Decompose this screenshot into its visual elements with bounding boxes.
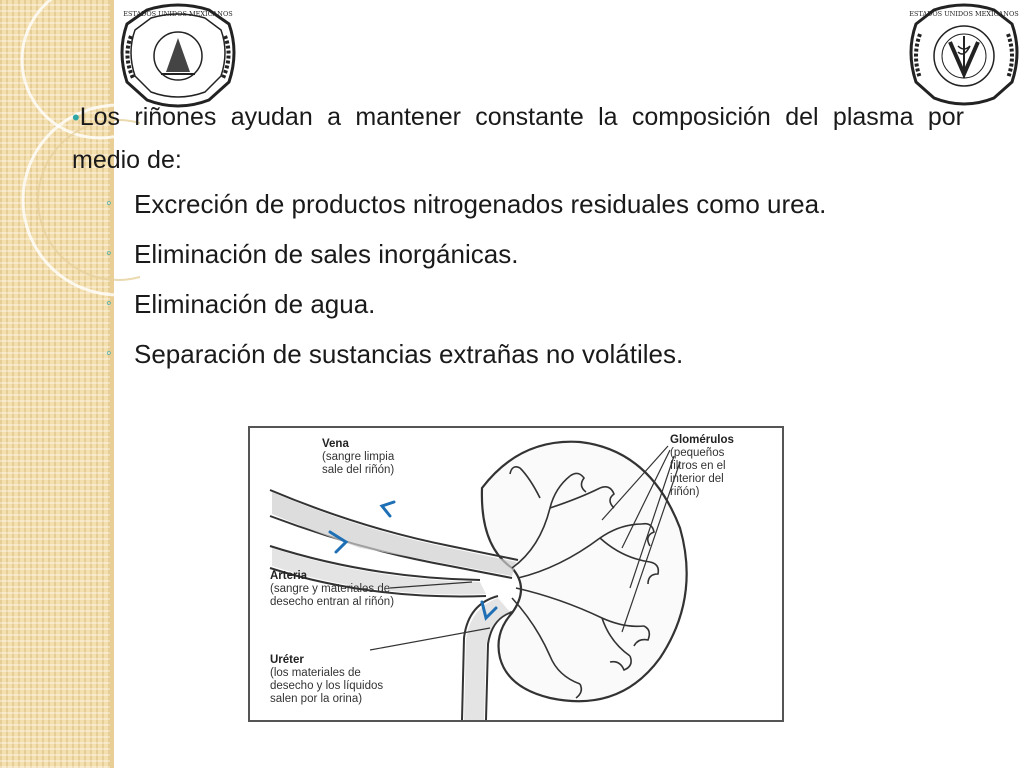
bullet-mark: ◦ (106, 195, 112, 212)
bullet-list (106, 184, 964, 384)
svg-text:ESTADOS UNIDOS MEXICANOS: ESTADOS UNIDOS MEXICANOS (909, 10, 1019, 18)
label-arteria: Arteria (sangre y materiales de desecho entran al riñón) (270, 570, 395, 608)
kidney-diagram (248, 426, 784, 722)
bullet-item (106, 334, 964, 374)
bullet-text: Eliminación de sales inorgánicas. (134, 239, 519, 269)
bullet-item (106, 284, 964, 324)
bullet-mark: ◦ (106, 345, 112, 362)
bullet-text: Separación de sustancias extrañas no volátiles. (134, 339, 684, 369)
label-ureter: Uréter (los materiales de desecho y los líquidos salen por la orina) (270, 654, 384, 705)
bullet-item (106, 234, 964, 274)
bullet-text: Excreción de productos nitrogenados residuales como urea. (134, 189, 827, 219)
bullet-mark: ◦ (106, 295, 112, 312)
bullet-text: Eliminación de agua. (134, 289, 376, 319)
intro-bullet: • (72, 105, 80, 130)
intro-text: Los riñones ayudan a mantener constante la composición del plasma por medio de: (72, 103, 964, 174)
bullet-item (106, 184, 964, 224)
flow-arrow-icon (382, 502, 394, 516)
label-glomerulos: Glomérulos (pequeños filtros en el interior del riñón) (670, 434, 734, 498)
svg-text:ESTADOS UNIDOS MEXICANOS: ESTADOS UNIDOS MEXICANOS (123, 10, 233, 18)
intro-paragraph (72, 96, 964, 181)
label-vena: Vena (sangre limpia sale del riñón) (322, 438, 395, 476)
bullet-mark: ◦ (106, 245, 112, 262)
university-seal-left (117, 2, 240, 110)
faculty-seal-right (906, 2, 1022, 108)
